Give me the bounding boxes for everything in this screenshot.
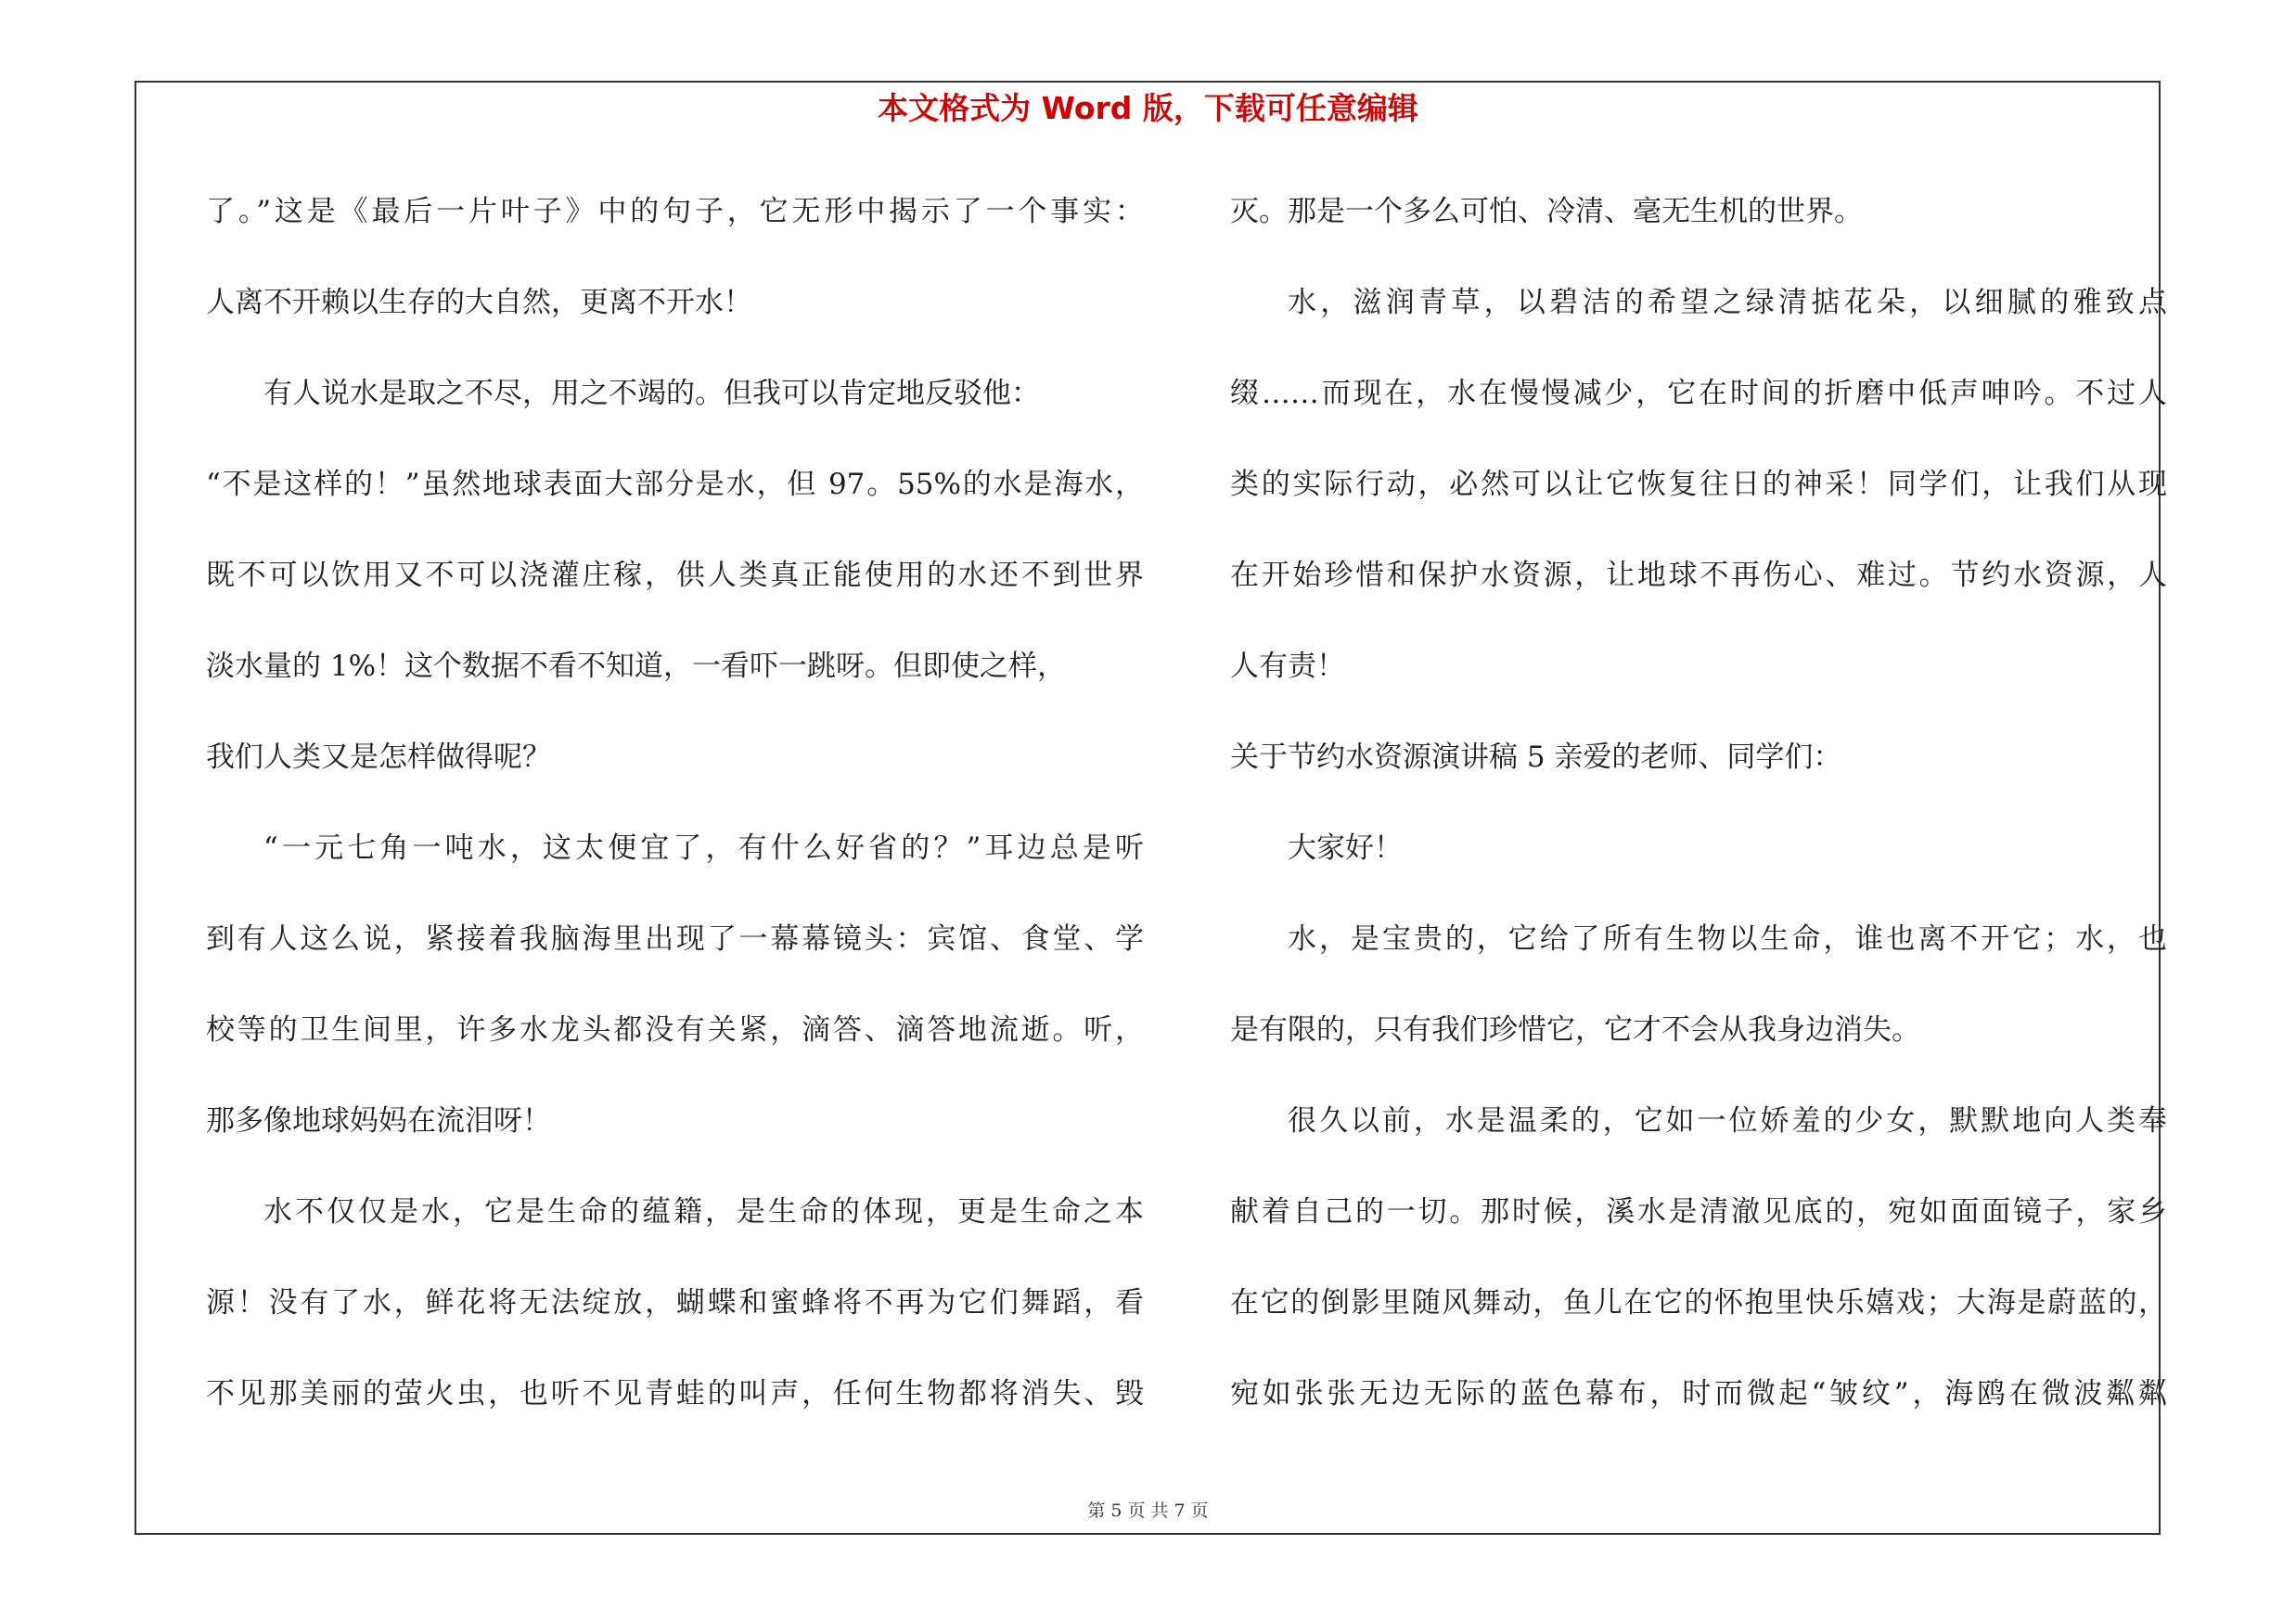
text-line: 人离不开赖以生存的大自然，更离不开水！	[206, 286, 752, 319]
text-line: 大家好！	[1288, 831, 1403, 865]
text-line: 水，滋润青草，以碧洁的希望之绿清掂花朵，以细腻的雅致点	[1288, 286, 2167, 319]
right-column	[1230, 181, 2167, 1454]
text-line: 水不仅仅是水，它是生命的蕴籍，是生命的体现，更是生命之本	[263, 1195, 1144, 1229]
text-line: 缀……而现在，水在慢慢减少，它在时间的折磨中低声呻吟。不过人	[1230, 377, 2167, 410]
text-line: 献着自己的一切。那时候，溪水是清澈见底的，宛如面面镜子，家乡	[1230, 1195, 2167, 1229]
text-line: 校等的卫生间里，许多水龙头都没有关紧，滴答、滴答地流逝。听，	[206, 1013, 1144, 1047]
text-line: 不见那美丽的萤火虫，也听不见青蛙的叫声，任何生物都将消失、毁	[206, 1377, 1144, 1410]
text-line: 类的实际行动，必然可以让它恢复往日的神采！同学们，让我们从现	[1230, 468, 2167, 501]
text-line: 在开始珍惜和保护水资源，让地球不再伤心、难过。节约水资源，人	[1230, 559, 2167, 592]
text-line: 是有限的，只有我们珍惜它，它才不会从我身边消失。	[1230, 1013, 1920, 1047]
text-line: 那多像地球妈妈在流泪呀！	[206, 1104, 551, 1138]
text-line: 有人说水是取之不尽，用之不竭的。但我可以肯定地反驳他：	[263, 377, 1040, 410]
text-line: 淡水量的 1%！这个数据不看不知道，一看吓一跳呀。但即使之样，	[206, 650, 1067, 683]
text-line: 水，是宝贵的，它给了所有生物以生命，谁也离不开它；水，也	[1288, 922, 2167, 956]
page-number: 第 5 页 共 7 页	[1087, 1501, 1209, 1521]
text-line: 宛如张张无边无际的蓝色幕布，时而微起“皱纹”，海鸥在微波粼粼	[1230, 1377, 2167, 1410]
text-line: 灭。那是一个多么可怕、冷清、毫无生机的世界。	[1230, 195, 1863, 228]
text-line: 源！没有了水，鲜花将无法绽放，蝴蝶和蜜蜂将不再为它们舞蹈，看	[206, 1286, 1144, 1320]
text-line: “不是这样的！”虽然地球表面大部分是水，但 97。55%的水是海水，	[206, 468, 1144, 501]
text-line: 既不可以饮用又不可以浇灌庄稼，供人类真正能使用的水还不到世界	[206, 559, 1144, 592]
left-column	[206, 181, 1144, 1454]
text-line: 关于节约水资源演讲稿 5 亲爱的老师、同学们：	[1230, 741, 1842, 774]
text-line: 了。”这是《最后一片叶子》中的句子，它无形中揭示了一个事实：	[206, 195, 1144, 228]
text-line: 很久以前，水是温柔的，它如一位娇羞的少女，默默地向人类奉	[1288, 1104, 2167, 1138]
text-line: 在它的倒影里随风舞动，鱼儿在它的怀抱里快乐嬉戏；大海是蔚蓝的，	[1230, 1286, 2167, 1320]
editable-word-banner: 本文格式为 Word 版，下载可任意编辑	[878, 90, 1418, 126]
text-line: 我们人类又是怎样做得呢？	[206, 741, 551, 774]
text-line: “一元七角一吨水，这太便宜了，有什么好省的？”耳边总是听	[263, 831, 1144, 865]
text-line: 到有人这么说，紧接着我脑海里出现了一幕幕镜头：宾馆、食堂、学	[206, 922, 1144, 956]
text-line: 人有责！	[1230, 650, 1345, 683]
